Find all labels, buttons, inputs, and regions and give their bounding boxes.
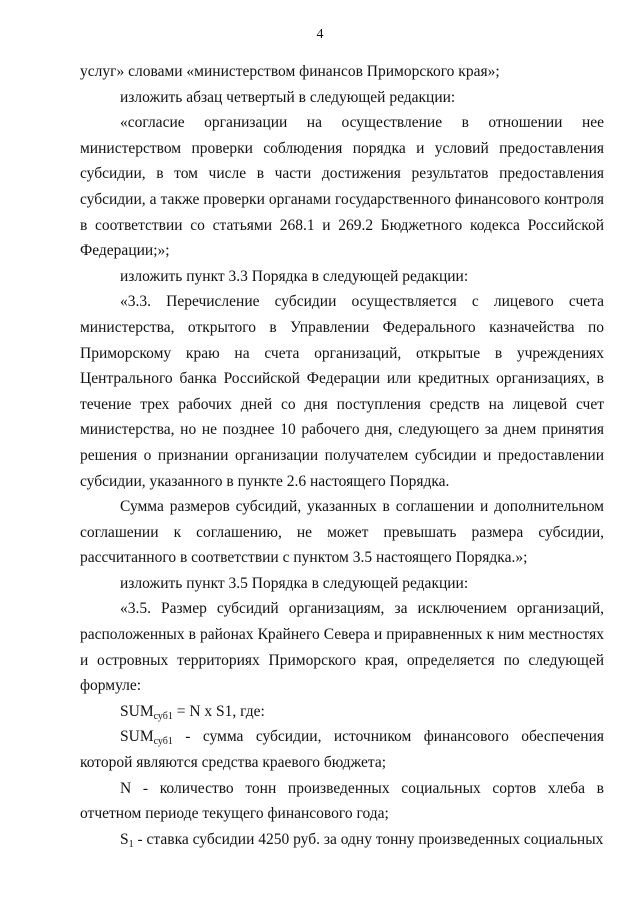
definition-sum (80, 724, 604, 775)
paragraph-clause-3-3: «3.3. Перечисление субсидии осуществляется с лицевого счета министерства, открытого в Управлении Федерального казначейства по Приморскому краю на счета организаций, открытые в учреждениях Центрального банка Российской Федерации или кредитных организациях, в течение трех рабочих дней со дня поступления средств на лицевой счет министерства, но не позднее 10 рабочего дня, следующего за днем принятия решения о признании организации получателем субсидии и предоставлении субсидии, указанного в пункте 2.6 настоящего Порядка. (80, 293, 604, 490)
definition-s1-text: - ставка субсидии 4250 руб. за одну тонну произведенных социальных (133, 830, 604, 848)
document-body (80, 59, 604, 852)
formula-subscript: суб1 (153, 710, 173, 722)
paragraph-continuation: услуг» словами «министерством финансов Приморского края»; (80, 63, 500, 80)
paragraph-instruction-3-5: изложить пункт 3.5 Порядка в следующей редакции: (120, 574, 469, 592)
definition-sum-subscript: суб1 (153, 736, 173, 748)
paragraph-instruction-3-3: изложить пункт 3.3 Порядка в следующей редакции: (120, 267, 469, 285)
definition-sum-symbol: SUM (120, 728, 154, 746)
definition-s1 (80, 827, 604, 853)
definition-s1-symbol: S (120, 830, 129, 848)
paragraph-clause-3-5: «3.5. Размер субсидий организациям, за исключением организаций, расположенных в районах Крайнего Севера и приравненных к ним местностях и островных территориях Приморского края, определяется по следующей формуле: (80, 600, 604, 695)
formula-symbol: SUM (120, 702, 154, 720)
definition-sum-text: - сумма субсидии, источником финансового обеспечения которой являются средства краевого бюджета; (80, 728, 604, 772)
paragraph-subsidy-sum: Сумма размеров субсидий, указанных в соглашении и дополнительном соглашении к соглашению, не может превышать размера субсидии, рассчитанного в соответствии с пунктом 3.5 настоящего Порядка.»; (80, 498, 604, 567)
paragraph-consent-text: «согласие организации на осуществление в отношении нее министерством проверки соблюдения порядка и условий предоставления субсидии, в том числе в части достижения результатов предоставления субсидии, а также проверки органами государственного финансового контроля в соответствии со статьями 268.1 и 269.2 Бюджетного кодекса Российской Федерации;»; (80, 114, 604, 260)
formula-expression: = N x S1, где: (172, 702, 265, 720)
definition-n: N - количество тонн произведенных социальных сортов хлеба в отчетном периоде текущего финансового года; (80, 779, 604, 823)
paragraph-instruction-abzac: изложить абзац четвертый в следующей редакции: (120, 88, 456, 106)
definition-s1-subscript: 1 (128, 838, 134, 850)
formula-line (80, 699, 604, 725)
page-number: 4 (316, 27, 324, 42)
